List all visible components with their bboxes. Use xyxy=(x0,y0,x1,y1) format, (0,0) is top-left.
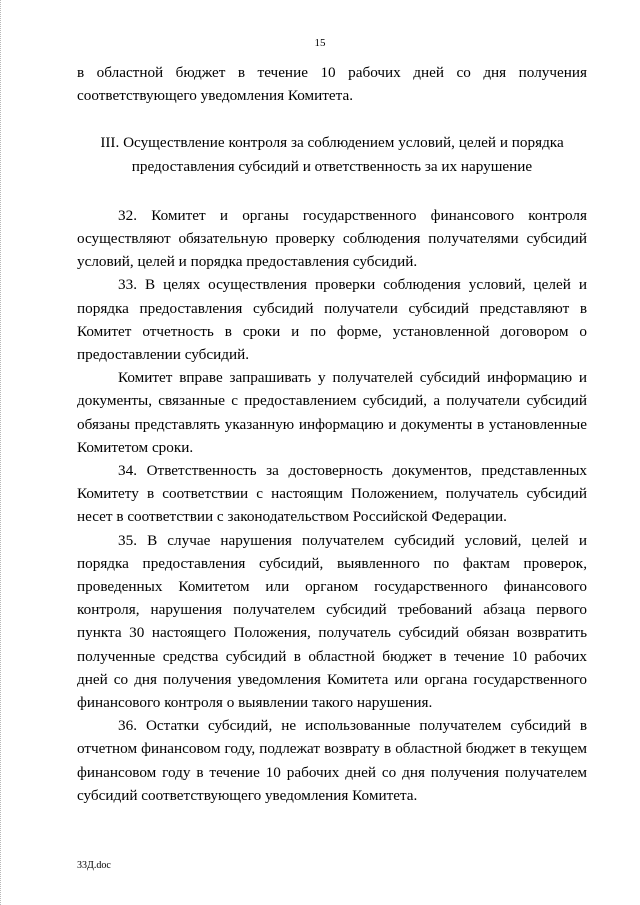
paragraph-35: 35. В случае нарушения получателем субсидий условий, целей и порядка предоставления субсидий, выявленного по фактам проверок, проведенных Комитетом или органом государственного финансового контроля, нарушения получателем субсидий требований абзаца первого пункта 30 настоящего Положения, получатель субсидий обязан возвратить полученные средства субсидий в областной бюджет в течение 10 рабочих дней со дня получения уведомления Комитета или органа государственного финансового контроля о выявлении такого нарушения. xyxy=(77,531,587,712)
page-number: 15 xyxy=(314,37,326,49)
paragraph-33: 33. В целях осуществления проверки соблюдения условий, целей и порядка предоставления субсидий получатели субсидий представляют в Комитет отчетность в сроки и по форме, установленной договором о предоставлении субсидий. xyxy=(77,276,587,364)
section-heading-line-1: III. Осуществление контроля за соблюдением условий, целей и порядка xyxy=(100,134,564,152)
document-body xyxy=(77,61,587,807)
paragraph-36: 36. Остатки субсидий, не использованные получателем субсидий в отчетном финансовом году, подлежат возврату в областной бюджет в текущем финансовом году в течение 10 рабочих дней со дня получения получателем субсидий соответствующего уведомления Комитета. xyxy=(77,717,587,804)
scan-edge-marks xyxy=(0,0,3,905)
file-name-footer: 33Д.doc xyxy=(77,860,111,871)
paragraph-33-continued: Комитет вправе запрашивать у получателей субсидий информацию и документы, связанные с предоставлением субсидий, а получатели субсидий обязаны представлять указанную информацию и документы в установленные Комитетом сроки. xyxy=(77,369,587,456)
paragraph-34: 34. Ответственность за достоверность документов, представленных Комитету в соответствии с настоящим Положением, получатель субсидий несет в соответствии с законодательством Российской Федерации. xyxy=(77,462,587,526)
lead-paragraph: в областной бюджет в течение 10 рабочих дней со дня получения соответствующего уведомления Комитета. xyxy=(77,64,587,105)
paragraph-32: 32. Комитет и органы государственного финансового контроля осуществляют обязательную проверку соблюдения получателями субсидий условий, целей и порядка предоставления субсидий. xyxy=(77,206,587,271)
section-heading-line-2: предоставления субсидий и ответственность за их нарушение xyxy=(131,157,533,175)
